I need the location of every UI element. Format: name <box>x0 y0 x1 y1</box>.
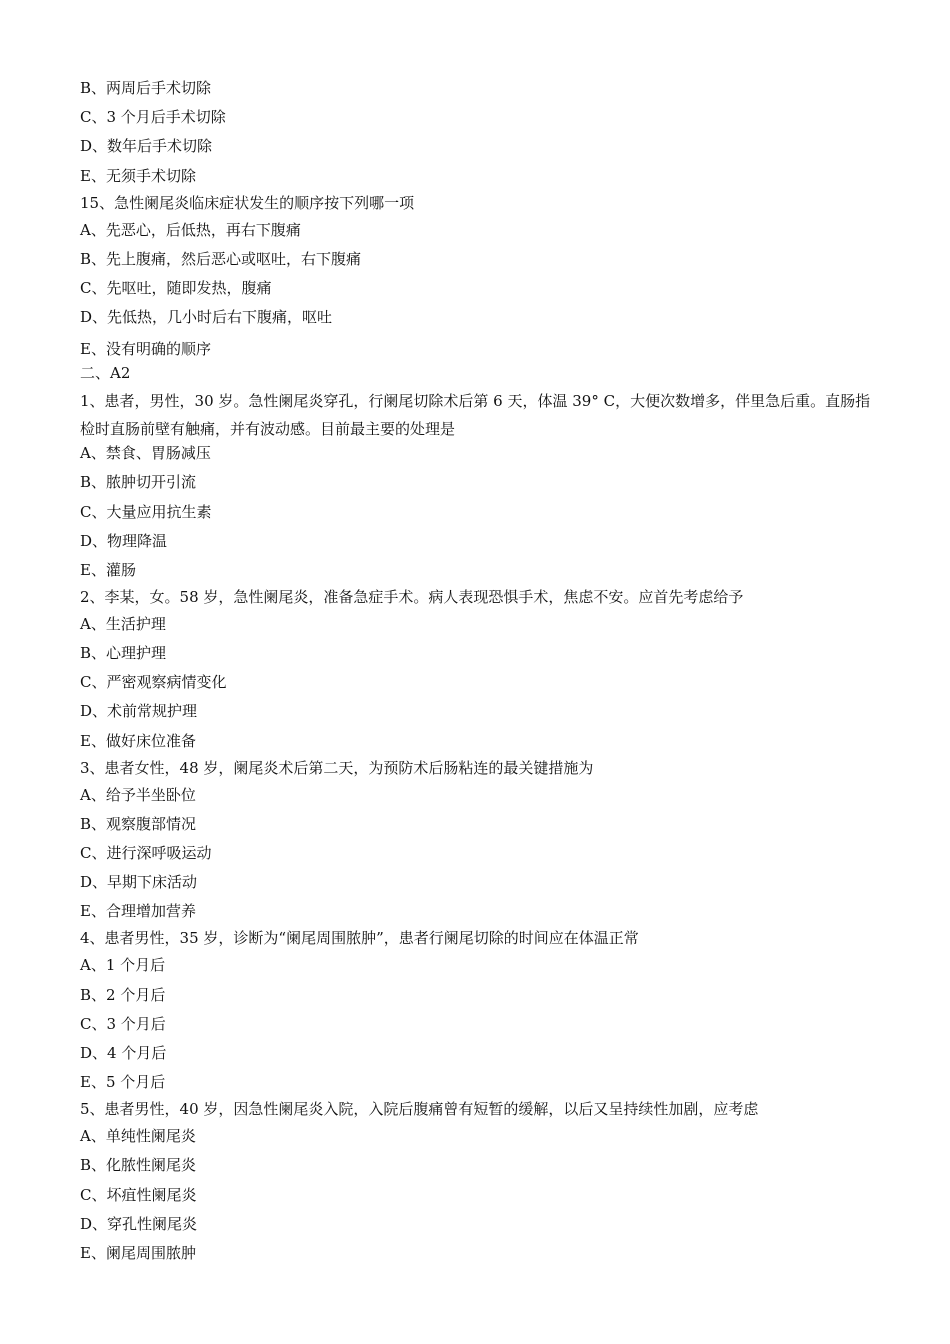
option-b: B、化脓性阑尾炎 <box>80 1156 197 1175</box>
option-d: D、术前常规护理 <box>80 702 198 721</box>
option-a: A、先恶心，后低热，再右下腹痛 <box>80 220 301 239</box>
option-e: E、做好床位准备 <box>80 731 196 750</box>
option-a: A、1 个月后 <box>80 956 166 975</box>
option-d: D、穿孔性阑尾炎 <box>80 1214 198 1233</box>
question-stem: 3、患者女性，48 岁，阑尾炎术后第二天，为预防术后肠粘连的最关键措施为 <box>80 758 594 777</box>
question-4 <box>80 928 880 1099</box>
option-c: C、3 个月后手术切除 <box>80 108 226 127</box>
option-a: A、禁食、胃肠减压 <box>80 444 211 463</box>
section-heading: 二、A2 <box>80 364 131 383</box>
question-15 <box>80 193 880 364</box>
option-e: E、合理增加营养 <box>80 902 196 921</box>
question-stem: 2、李某，女。58 岁，急性阑尾炎，准备急症手术。病人表现恐惧手术，焦虑不安。应首先考虑给予 <box>80 587 744 606</box>
option-d: D、数年后手术切除 <box>80 137 213 156</box>
option-b: B、心理护理 <box>80 644 167 663</box>
prev-question-options <box>80 78 880 193</box>
option-b: B、2 个月后 <box>80 985 166 1004</box>
question-3 <box>80 758 880 929</box>
option-c: C、严密观察病情变化 <box>80 673 227 692</box>
question-1 <box>80 387 880 587</box>
question-stem: 15、急性阑尾炎临床症状发生的顺序按下列哪一项 <box>80 193 415 212</box>
option-c: C、进行深呼吸运动 <box>80 844 212 862</box>
question-stem: 4、患者男性，35 岁，诊断为“阑尾周围脓肿”，患者行阑尾切除的时间应在体温正常 <box>80 929 639 948</box>
option-c: C、先呕吐，随即发热，腹痛 <box>80 278 272 297</box>
question-2 <box>80 587 880 758</box>
question-stem: 5、患者男性，40 岁，因急性阑尾炎入院，入院后腹痛曾有短暂的缓解，以后又呈持续性加剧，应考虑 <box>80 1100 759 1119</box>
document-page <box>80 78 880 1272</box>
option-d: D、早期下床活动 <box>80 873 198 892</box>
option-a: A、生活护理 <box>80 614 166 633</box>
option-e: E、没有明确的顺序 <box>80 340 211 359</box>
option-a: A、单纯性阑尾炎 <box>80 1127 196 1146</box>
option-d: D、4 个月后 <box>80 1043 167 1062</box>
option-e: E、无须手术切除 <box>80 166 196 185</box>
option-d: D、先低热，几小时后右下腹痛，呕吐 <box>80 308 333 327</box>
option-e: E、阑尾周围脓肿 <box>80 1243 196 1262</box>
option-c: C、坏疽性阑尾炎 <box>80 1185 197 1204</box>
option-c: C、大量应用抗生素 <box>80 502 212 521</box>
option-e: E、灌肠 <box>80 560 136 579</box>
option-c: C、3 个月后 <box>80 1014 166 1033</box>
question-stem: 1、患者，男性，30 岁。急性阑尾炎穿孔，行阑尾切除术后第 6 天，体温 39° C，大便次数增多，伴里急后重。直肠指检时直肠前壁有触痛，并有波动感。目前最主要的处理是 <box>80 392 871 439</box>
question-5 <box>80 1099 880 1272</box>
option-b: B、先上腹痛，然后恶心或呕吐，右下腹痛 <box>80 249 362 268</box>
option-b: B、脓肿切开引流 <box>80 473 197 492</box>
option-d: D、物理降温 <box>80 531 168 550</box>
option-b: B、两周后手术切除 <box>80 79 212 97</box>
option-e: E、5 个月后 <box>80 1073 166 1092</box>
option-a: A、给予半坐卧位 <box>80 785 196 804</box>
option-b: B、观察腹部情况 <box>80 814 197 833</box>
